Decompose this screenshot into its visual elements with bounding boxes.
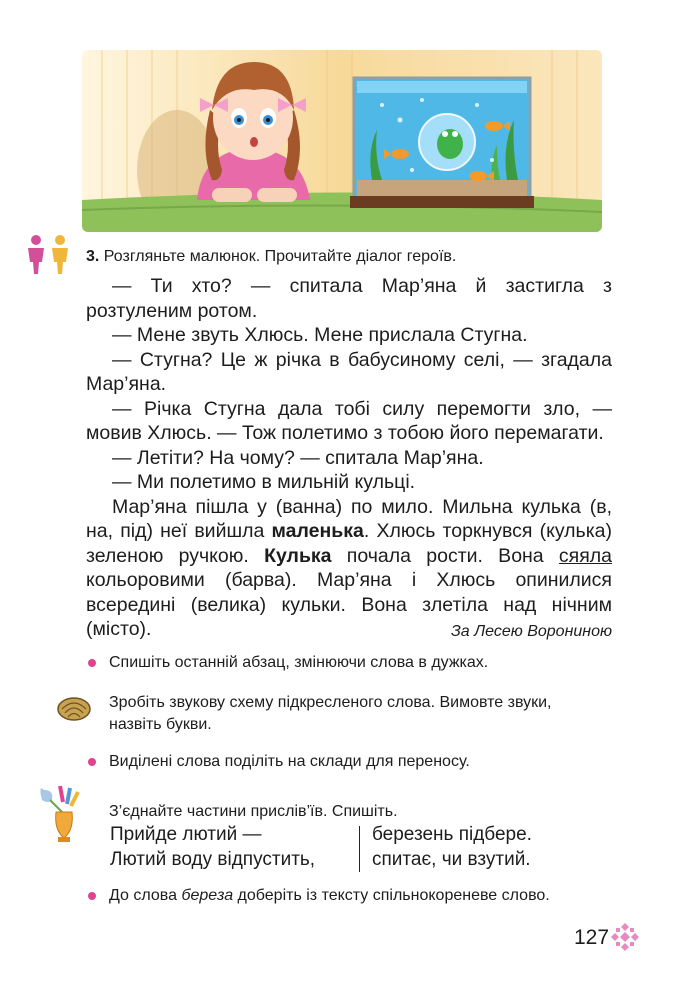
illustration-girl-aquarium bbox=[82, 50, 602, 232]
paragraph-text: . Хлюсь торкнувся (кулька) зеленою ручкою. bbox=[86, 520, 612, 567]
proverb-right-line: березень підбере. bbox=[372, 824, 532, 845]
proverb-left-line: Прийде лютий — bbox=[110, 824, 262, 845]
italic-word: береза bbox=[181, 887, 234, 904]
story-line: — Стугна? Це ж річка в бабусиному селі, — згадала Мар’яна. bbox=[86, 348, 612, 395]
bullet-dot bbox=[88, 758, 96, 766]
proverb-right-line: спитає, чи взутий. bbox=[372, 849, 531, 870]
exercise-2-line-1: Зробіть звукову схему підкресленого слова. Вимовте звуки, bbox=[109, 694, 552, 711]
shell-icon bbox=[56, 695, 92, 721]
author-credit: За Лесею Ворониною bbox=[450, 623, 612, 640]
paragraph-text: кольоровими (барва). Мар’яна і Хлюсь опинилися всередині (велика) кульки. Вона злетіла над нічним (місто). bbox=[86, 569, 612, 640]
proverb-table bbox=[110, 822, 570, 876]
page-number: 127 bbox=[574, 926, 610, 949]
story-paragraph bbox=[86, 495, 612, 642]
exercise-5 bbox=[109, 885, 550, 907]
bold-word: Кулька bbox=[264, 544, 332, 567]
exercise-1: Спишіть останній абзац, змінюючи слова в дужках. bbox=[109, 654, 489, 671]
exercise-4: З’єднайте частини прислів’їв. Спишіть. bbox=[109, 803, 398, 820]
proverb-left-column bbox=[110, 822, 315, 872]
paragraph-text: почала рости. Вона bbox=[331, 544, 559, 567]
task-heading-text: Розгляньте малюнок. Прочитайте діалог героїв. bbox=[103, 248, 457, 265]
exercise-2-line-2: назвіть букви. bbox=[109, 716, 212, 733]
bullet-dot bbox=[88, 659, 96, 667]
underlined-word: сяяла bbox=[558, 544, 612, 567]
exercise-5-text: доберіть із тексту спільнокореневе слово. bbox=[233, 887, 550, 904]
task-heading bbox=[86, 247, 456, 267]
proverb-left-line: Лютий воду відпустить, bbox=[110, 849, 316, 870]
story-line: — Ти хто? — спитала Мар’яна й застигла з розтуленим ротом. bbox=[86, 275, 612, 322]
story-line: — Мене звуть Хлюсь. Мене прислала Стугна. bbox=[112, 324, 528, 346]
exercise-5-text: До слова bbox=[109, 887, 182, 904]
pair-work-icon bbox=[22, 234, 78, 274]
proverb-divider bbox=[359, 826, 360, 872]
bold-word: маленька bbox=[271, 520, 364, 542]
flower-vase-icon bbox=[34, 782, 94, 844]
bullet-dot bbox=[88, 892, 96, 900]
story-line: — Летіти? На чому? — спитала Мар’яна. bbox=[112, 446, 484, 469]
ornament-icon bbox=[610, 922, 640, 952]
paragraph-text: Мар’яна пішла у (ванна) по мило. Мильна кулька (в, на, під) неї вийшла bbox=[86, 495, 612, 542]
proverb-right-column bbox=[372, 822, 532, 872]
story-line: — Ми полетимо в мильній кульці. bbox=[112, 471, 416, 493]
task-number: 3. bbox=[86, 248, 100, 265]
exercise-3: Виділені слова поділіть на склади для переносу. bbox=[109, 753, 470, 770]
story-text bbox=[86, 274, 612, 642]
story-line: — Річка Стугна дала тобі силу перемогти зло, — мовив Хлюсь. — Тож полетимо з тобою його перемагати. bbox=[86, 397, 612, 444]
